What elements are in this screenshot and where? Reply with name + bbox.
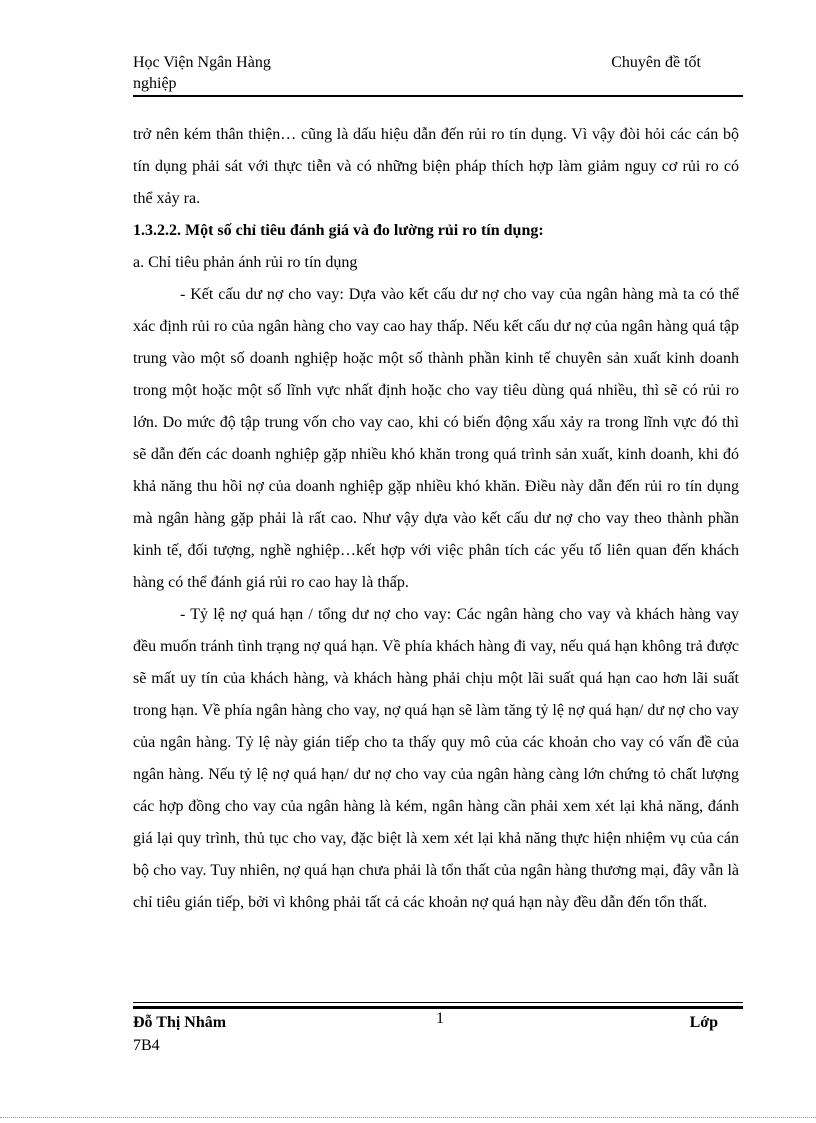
header-document-type: Chuyên đề tốt: [611, 54, 701, 71]
page-header: [133, 52, 743, 94]
footer-class-value: 7B4: [133, 1037, 160, 1054]
header-institution: Học Viện Ngân Hàng: [133, 54, 271, 71]
header-rule: [133, 95, 743, 97]
footer-class-label: Lớp: [689, 1014, 718, 1031]
footer-author: Đỗ Thị Nhâm: [133, 1014, 227, 1031]
document-body: [133, 119, 739, 919]
page-number: 1: [436, 1010, 444, 1027]
paragraph-overdue-ratio: - Tỷ lệ nợ quá hạn / tổng dư nợ cho vay: Các ngân hàng cho vay và khách hàng vay đều muốn tránh tình trạng nợ quá hạn. Về phía khách hàng đi vay, nếu quá hạn không trả được sẽ mất uy tín của khách hàng, và khách hàng phải chịu một lãi suất quá hạn cao hơn lãi suất trong hạn. Về phía ngân hàng cho vay, nợ quá hạn sẽ làm tăng tỷ lệ nợ quá hạn/ dư nợ cho vay của ngân hàng. Tỷ lệ này gián tiếp cho ta thấy quy mô của các khoản cho vay có vấn đề của ngân hàng. Nếu tỷ lệ nợ quá hạn/ dư nợ cho vay của ngân hàng càng lớn chứng tỏ chất lượng các hợp đồng cho vay của ngân hàng là kém, ngân hàng cần phải xem xét lại khả năng, đánh giá lại quy trình, thủ tục cho vay, đặc biệt là xem xét lại khả năng thực hiện nhiệm vụ của cán bộ cho vay. Tuy nhiên, nợ quá hạn chưa phải là tổn thất của ngân hàng thương mại, đây vẫn là chỉ tiêu gián tiếp, bởi vì không phải tất cả các khoản nợ quá hạn này đều dẫn đến tổn thất.: [133, 606, 739, 911]
footer-rule-thin: [133, 1002, 743, 1003]
subsection-label: a. Chỉ tiêu phản ánh rủi ro tín dụng: [133, 254, 358, 271]
header-document-type-continuation: nghiệp: [133, 75, 177, 92]
section-heading: 1.3.2.2. Một số chỉ tiêu đánh giá và đo lường rủi ro tín dụng:: [133, 222, 544, 239]
paragraph-loan-structure: - Kết cấu dư nợ cho vay: Dựa vào kết cấu dư nợ cho vay của ngân hàng mà ta có thể xác định rủi ro của ngân hàng cho vay cao hay thấp. Nếu kết cấu dư nợ của ngân hàng quá tập trung vào một số doanh nghiệp hoặc một số thành phần kinh tế chuyên sản xuất kinh doanh trong một hoặc một số lĩnh vực nhất định hoặc cho vay tiêu dùng quá nhiều, thì sẽ có rủi ro lớn. Do mức độ tập trung vốn cho vay cao, khi có biến động xấu xảy ra trong lĩnh vực đó thì sẽ dẫn đến các doanh nghiệp gặp nhiều khó khăn trong quá trình sản xuất, kinh doanh, khi đó khả năng thu hồi nợ của doanh nghiệp gặp nhiều khó khăn. Điều này dẫn đến rủi ro tín dụng mà ngân hàng gặp phải là rất cao. Như vậy dựa vào kết cấu dư nợ cho vay theo thành phần kinh tế, đối tượng, nghề nghiệp…kết hợp với việc phân tích các yếu tố liên quan đến khách hàng có thể đánh giá rủi ro cao hay là thấp.: [133, 286, 739, 591]
paragraph-intro: trở nên kém thân thiện… cũng là dấu hiệu dẫn đến rủi ro tín dụng. Vì vậy đòi hỏi các cán bộ tín dụng phải sát với thực tiễn và có những biện pháp thích hợp làm giảm nguy cơ rủi ro có thể xảy ra.: [133, 126, 739, 207]
page-boundary: [0, 1117, 816, 1118]
